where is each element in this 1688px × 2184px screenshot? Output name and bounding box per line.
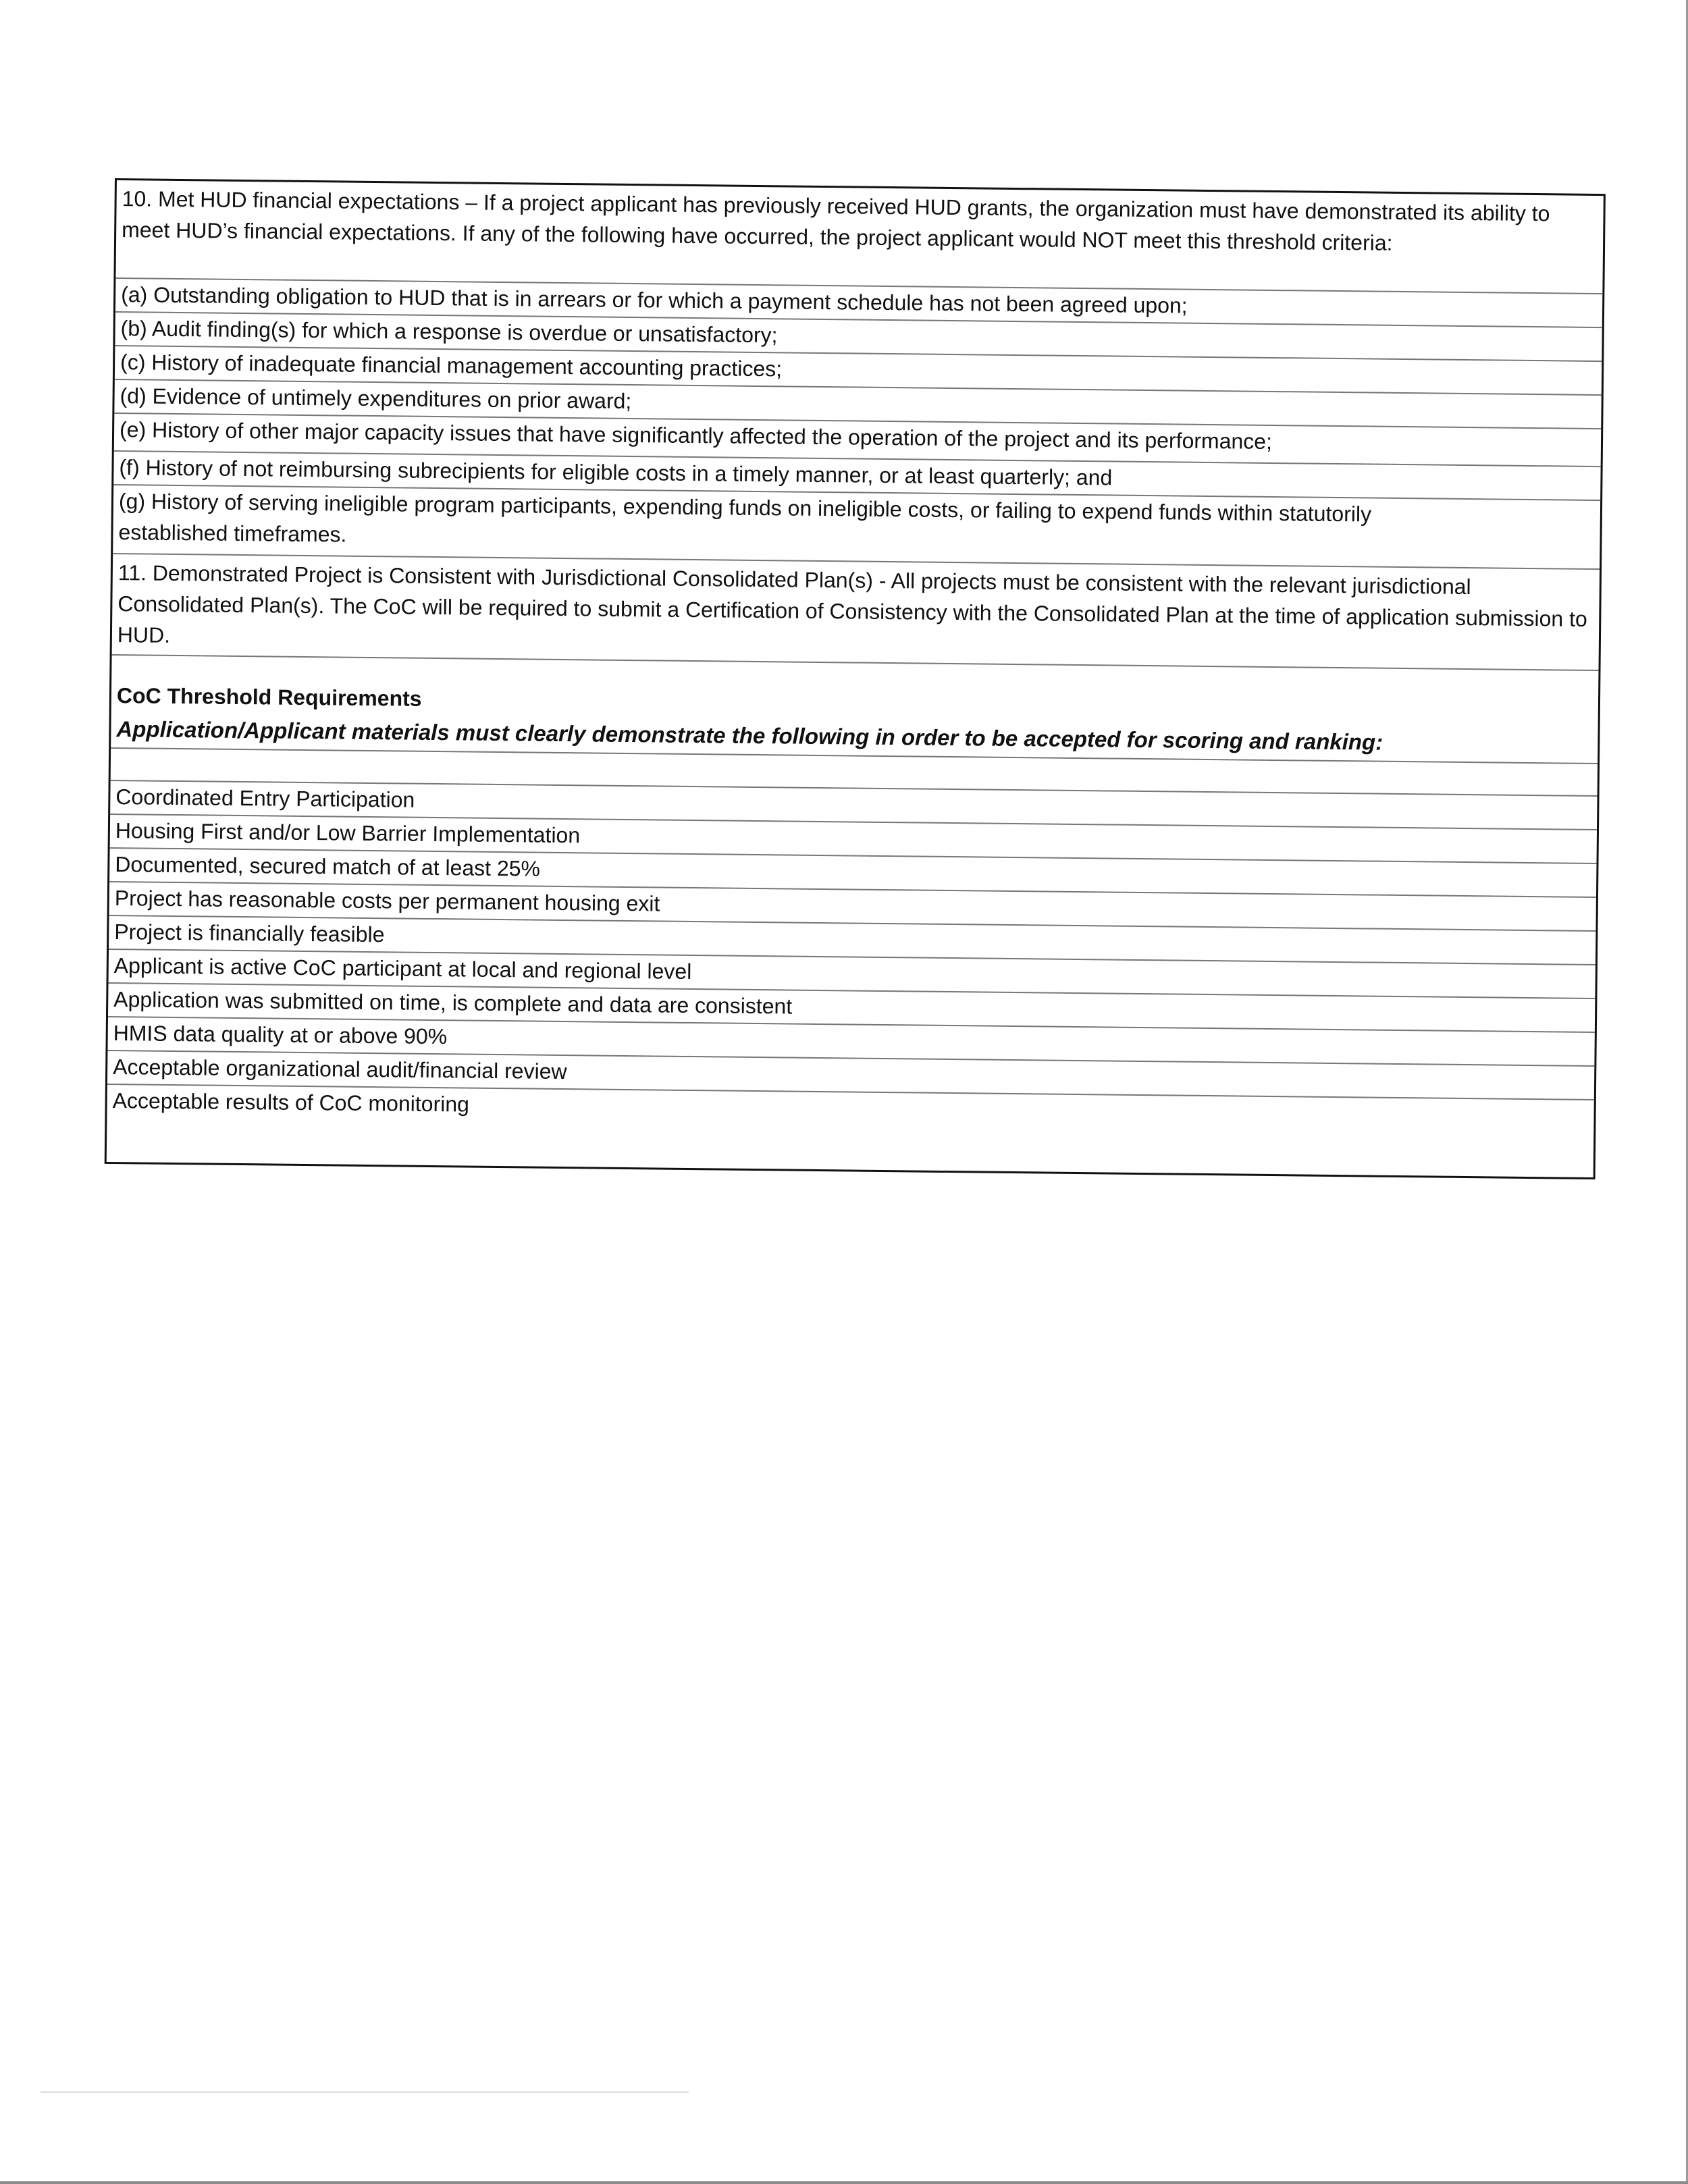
coc-requirement-row: Coordinated Entry Participation [110, 781, 1597, 830]
threshold-item-10c: (c) History of inadequate financial management accounting practices; [115, 346, 1602, 396]
coc-requirement-row: Housing First and/or Low Barrier Implementation [110, 815, 1597, 864]
coc-requirement-row: Documented, secured match of at least 25% [109, 849, 1596, 898]
coc-section-heading: CoC Threshold Requirements [116, 683, 422, 711]
coc-requirement-row: Project is financially feasible [109, 916, 1595, 965]
threshold-table [105, 178, 1606, 1179]
threshold-item-10b: (b) Audit finding(s) for which a response is overdue or unsatisfactory; [115, 313, 1602, 362]
coc-requirement-row: Application was submitted on time, is complete and data are consistent [108, 984, 1595, 1033]
threshold-item-10e: (e) History of other major capacity issues that have significantly affected the operation of the project and its performance; [114, 414, 1601, 467]
coc-requirement-row: HMIS data quality at or above 90% [107, 1017, 1594, 1067]
coc-requirement-row: Acceptable organizational audit/financial review [107, 1051, 1594, 1100]
coc-requirement-row: Acceptable results of CoC monitoring [112, 1088, 470, 1117]
threshold-item-10g: (g) History of serving ineligible program participants, expending funds on ineligible costs, or failing to expend funds within statutorily established timeframes. [113, 485, 1600, 570]
threshold-item-10f: (f) History of not reimbursing subrecipients for eligible costs in a timely manner, or at least quarterly; and [113, 452, 1600, 501]
scan-artifact-line [41, 2092, 689, 2093]
page-edge-bottom [0, 2181, 1688, 2184]
threshold-item-10a: (a) Outstanding obligation to HUD that is in arrears or for which a payment schedule has not been agreed upon; [115, 279, 1602, 328]
coc-requirement-row: Applicant is active CoC participant at local and regional level [109, 950, 1595, 999]
threshold-item-10d: (d) Evidence of untimely expenditures on prior award; [114, 380, 1601, 429]
threshold-item-10: 10. Met HUD financial expectations – If a project applicant has previously received HUD grants, the organization must have demonstrated its ability to meet HUD’s financial expectations. If any of the following have occurred, the project applicant would NOT meet this threshold criteria: [115, 180, 1603, 294]
threshold-item-11: 11. Demonstrated Project is Consistent with Jurisdictional Consolidated Plan(s) - All projects must be consistent with the relevant jurisdictional Consolidated Plan(s). The CoC will be required to submit a Certification of Consistency with the Consolidated Plan at the time of application submission to HUD. [112, 554, 1600, 671]
coc-requirement-row: Project has reasonable costs per permanent housing exit [109, 882, 1596, 932]
coc-section-subheading: Application/Applicant materials must clearly demonstrate the following in order to be accepted for scoring and ranking: [111, 714, 1598, 764]
